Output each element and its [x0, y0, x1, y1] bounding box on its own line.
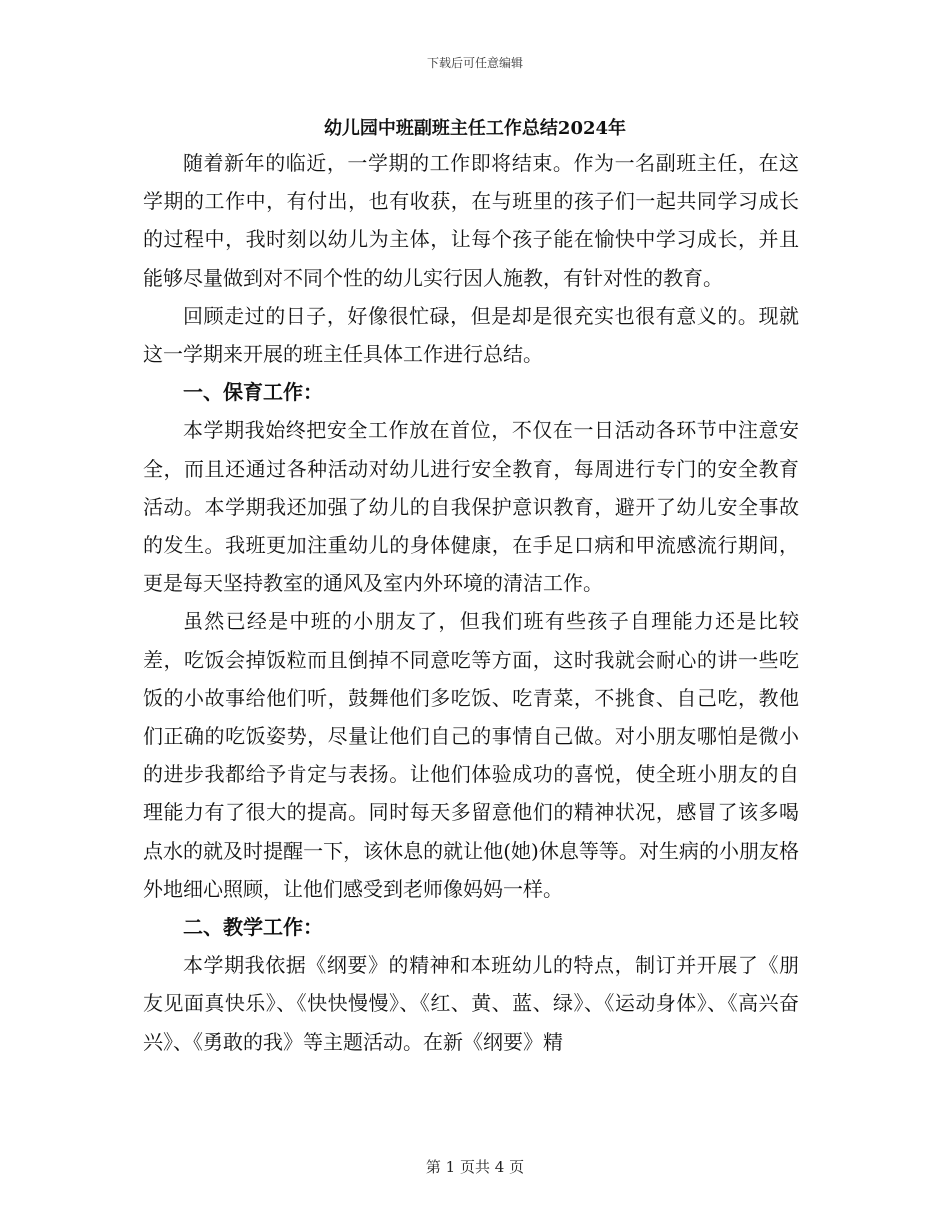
header-note: 下载后可任意编辑	[426, 56, 523, 70]
paragraph-review: 回顾走过的日子，好像很忙碌，但是却是很充实也很有意义的。现就这一学期来开展的班主任具体工作进行总结。	[143, 303, 799, 367]
paragraph-intro: 随着新年的临近，一学期的工作即将结束。作为一名副班主任，在这学期的工作中，有付出，也有收获，在与班里的孩子们一起共同学习成长的过程中，我时刻以幼儿为主体，让每个孩子能在愉快中学习成长，并且能够尽量做到对不同个性的幼儿实行因人施教，有针对性的教育。	[143, 151, 799, 290]
paragraph-self-care: 虽然已经是中班的小朋友了，但我们班有些孩子自理能力还是比较差，吃饭会掉饭粒而且倒掉不同意吃等方面，这时我就会耐心的讲一些吃饭的小故事给他们听，鼓舞他们多吃饭、吃青菜，不挑食、自己吃，教他们正确的吃饭姿势，尽量让他们自己的事情自己做。对小朋友哪怕是微小的进步我都给予肯定与表扬。让他们体验成功的喜悦，使全班小朋友的自理能力有了很大的提高。同时每天多留意他们的精神状况，感冒了该多喝点水的就及时提醒一下，该休息的就让他(她)休息等等。对生病的小朋友格外地细心照顾，让他们感受到老师像妈妈一样。	[143, 609, 799, 901]
page-footer: 第 1 页共 4 页	[425, 1158, 525, 1176]
paragraph-teaching: 本学期我依据《纲要》的精神和本班幼儿的特点，制订并开展了《朋友见面真快乐》、《快快慢慢》、《红、黄、蓝、绿》、《运动身体》、《高兴奋兴》、《勇敢的我》等主题活动。在新《纲要》精	[143, 953, 799, 1054]
section-heading-teaching: 二、教学工作：	[183, 915, 323, 940]
paragraph-safety: 本学期我始终把安全工作放在首位，不仅在一日活动各环节中注意安全，而且还通过各种活动对幼儿进行安全教育，每周进行专门的安全教育活动。本学期我还加强了幼儿的自我保护意识教育，避开了幼儿安全事故的发生。我班更加注重幼儿的身体健康，在手足口病和甲流感流行期间，更是每天坚持教室的通风及室内外环境的清洁工作。	[143, 418, 799, 596]
document-body	[143, 144, 799, 1061]
section-heading-care: 一、保育工作：	[183, 380, 323, 405]
document-title: 幼儿园中班副班主任工作总结2024年	[323, 118, 627, 139]
